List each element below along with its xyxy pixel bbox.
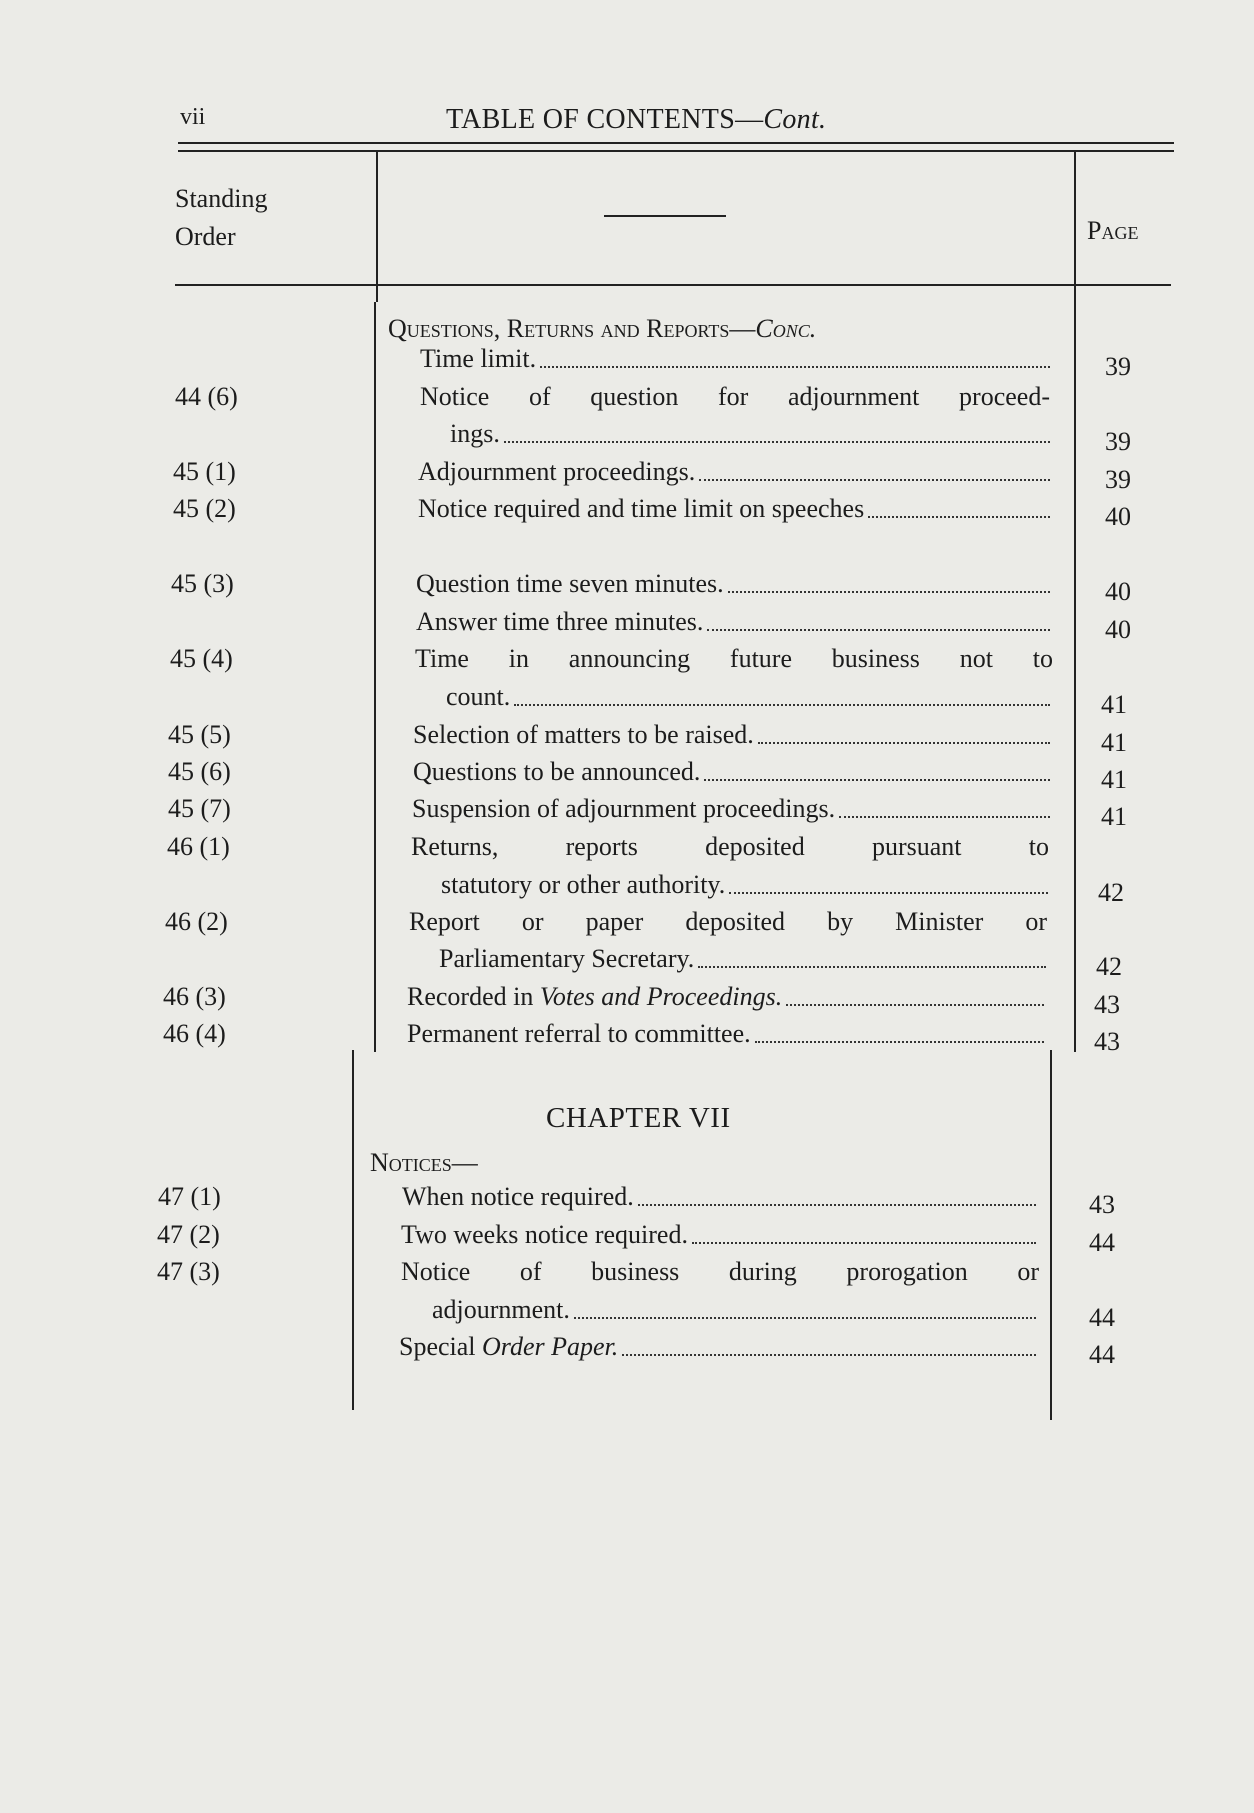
entry-title-continuation: Parliamentary Secretary. xyxy=(439,944,695,973)
left-vertical-rule-bottom xyxy=(352,1050,354,1410)
leader-dots xyxy=(698,966,1046,968)
col-page: Page xyxy=(1087,216,1139,245)
entry-title-continuation: statutory or other authority. xyxy=(441,870,726,899)
section-heading-questions-text: Questions, Returns and Reports— xyxy=(388,314,756,343)
entry-title xyxy=(420,346,536,372)
entry-title xyxy=(416,609,703,635)
page-ref: 43 xyxy=(1094,1027,1120,1056)
leader-dots xyxy=(786,1004,1044,1006)
entry-title xyxy=(413,722,754,748)
leader-dots xyxy=(514,704,1050,706)
standing-order-number: 45 (5) xyxy=(168,720,231,749)
section-heading-questions xyxy=(388,316,816,342)
right-vertical-rule xyxy=(1074,152,1076,1052)
page-ref: 41 xyxy=(1101,690,1127,719)
entry-title xyxy=(402,1184,634,1210)
page-ref: 40 xyxy=(1105,577,1131,606)
page-ref: 44 xyxy=(1089,1228,1115,1257)
standing-order-number: 44 (6) xyxy=(175,382,238,411)
entry-title-text: Time in announcing future business not to xyxy=(415,644,1053,673)
entry-title xyxy=(416,571,724,597)
entry-title-text: When notice required. xyxy=(402,1182,634,1211)
page-ref: 39 xyxy=(1105,427,1131,456)
standing-order-number: 45 (7) xyxy=(168,794,231,823)
entry-title xyxy=(418,459,695,485)
leader-dots xyxy=(574,1317,1036,1319)
page-title-cont: Cont. xyxy=(763,104,827,135)
left-vertical-rule-lower xyxy=(374,302,376,1052)
page-title xyxy=(446,104,826,136)
entry-title-text: Two weeks notice required. xyxy=(401,1220,688,1249)
leader-dots xyxy=(504,441,1050,443)
leader-dots xyxy=(622,1354,1036,1356)
leader-dots xyxy=(699,479,1050,481)
entry-title-text: Questions to be announced. xyxy=(413,757,701,786)
top-rule-1 xyxy=(178,142,1174,144)
page-ref: 41 xyxy=(1101,765,1127,794)
entry-title-continuation: adjournment. xyxy=(432,1295,570,1324)
header-dash xyxy=(604,215,726,217)
leader-dots xyxy=(707,629,1050,631)
standing-order-number: 47 (3) xyxy=(157,1257,220,1286)
entry-title xyxy=(401,1222,688,1248)
leader-dots xyxy=(692,1242,1036,1244)
page-ref: 43 xyxy=(1089,1190,1115,1219)
entry-title-continuation: count. xyxy=(446,682,511,711)
standing-order-number: 45 (3) xyxy=(171,569,234,598)
entry-title-text: Notice of question for adjournment proceed- xyxy=(420,382,1050,411)
page-ref: 40 xyxy=(1105,502,1131,531)
entry-title xyxy=(409,909,1047,935)
entry-title xyxy=(413,759,700,785)
standing-order-number: 45 (2) xyxy=(173,494,236,523)
standing-order-number: 45 (6) xyxy=(168,757,231,786)
entry-title xyxy=(420,384,1050,410)
standing-order-number: 47 (2) xyxy=(157,1220,220,1249)
page-ref: 44 xyxy=(1089,1303,1115,1332)
page-ref: 39 xyxy=(1105,352,1131,381)
chapter-heading: CHAPTER VII xyxy=(546,1102,731,1134)
col-standing-order-2: Order xyxy=(175,222,236,251)
standing-order-number: 46 (4) xyxy=(163,1019,226,1048)
right-vertical-rule-bottom xyxy=(1050,1050,1052,1420)
leader-dots xyxy=(839,816,1050,818)
standing-order-number: 46 (2) xyxy=(165,907,228,936)
section-heading-notices: Notices— xyxy=(370,1148,478,1177)
leader-dots xyxy=(868,516,1050,518)
entry-title-text: Selection of matters to be raised. xyxy=(413,720,754,749)
leader-dots xyxy=(729,892,1048,894)
section-heading-questions-cont: Conc. xyxy=(755,314,817,343)
page-ref: 42 xyxy=(1098,878,1124,907)
standing-order-number: 46 (3) xyxy=(163,982,226,1011)
page-ref: 42 xyxy=(1096,952,1122,981)
page-number: vii xyxy=(180,104,206,130)
entry-title-text: Notice of business during prorogation or xyxy=(401,1257,1039,1286)
leader-dots xyxy=(758,742,1050,744)
left-vertical-rule xyxy=(376,152,378,302)
page-ref: 41 xyxy=(1101,802,1127,831)
page-ref: 40 xyxy=(1105,615,1131,644)
entry-title-italic: Order Paper. xyxy=(482,1332,619,1361)
entry-title-text: Recorded in xyxy=(407,982,540,1011)
col-standing-order-1: Standing xyxy=(175,184,268,213)
entry-title xyxy=(401,1259,1039,1285)
standing-order-number: 45 (1) xyxy=(173,457,236,486)
entry-title xyxy=(411,834,1049,860)
header-rule xyxy=(175,284,1171,286)
entry-title xyxy=(407,984,782,1010)
standing-order-number: 47 (1) xyxy=(158,1182,221,1211)
leader-dots xyxy=(540,366,1050,368)
entry-title-text: Special xyxy=(399,1332,483,1361)
page-ref: 43 xyxy=(1094,990,1120,1019)
leader-dots xyxy=(728,591,1050,593)
entry-title xyxy=(412,796,835,822)
entry-title-text: Adjournment proceedings. xyxy=(418,457,696,486)
entry-title-italic: Votes and Proceedings. xyxy=(539,982,783,1011)
page-ref: 39 xyxy=(1105,465,1131,494)
leader-dots xyxy=(704,779,1050,781)
standing-order-number: 46 (1) xyxy=(167,832,230,861)
entry-title xyxy=(399,1334,618,1360)
page-ref: 44 xyxy=(1089,1340,1115,1369)
top-rule-2 xyxy=(178,150,1174,152)
entry-title xyxy=(407,1021,751,1047)
leader-dots xyxy=(638,1204,1036,1206)
entry-title-text: Returns, reports deposited pursuant to xyxy=(411,832,1049,861)
entry-title-text: Answer time three minutes. xyxy=(416,607,704,636)
entry-title-text: Time limit. xyxy=(420,344,537,373)
leader-dots xyxy=(755,1041,1044,1043)
standing-order-number: 45 (4) xyxy=(170,644,233,673)
entry-title-text: Permanent referral to committee. xyxy=(407,1019,751,1048)
entry-title xyxy=(418,496,864,522)
entry-title-text: Suspension of adjournment proceedings. xyxy=(412,794,836,823)
page-title-text: TABLE OF CONTENTS— xyxy=(446,104,764,135)
entry-title-text: Report or paper deposited by Minister or xyxy=(409,907,1047,936)
entry-title-text: Question time seven minutes. xyxy=(416,569,724,598)
entry-title-text: Notice required and time limit on speeches xyxy=(418,494,865,523)
entry-title xyxy=(415,646,1053,672)
entry-title-continuation: ings. xyxy=(450,419,500,448)
page-ref: 41 xyxy=(1101,728,1127,757)
